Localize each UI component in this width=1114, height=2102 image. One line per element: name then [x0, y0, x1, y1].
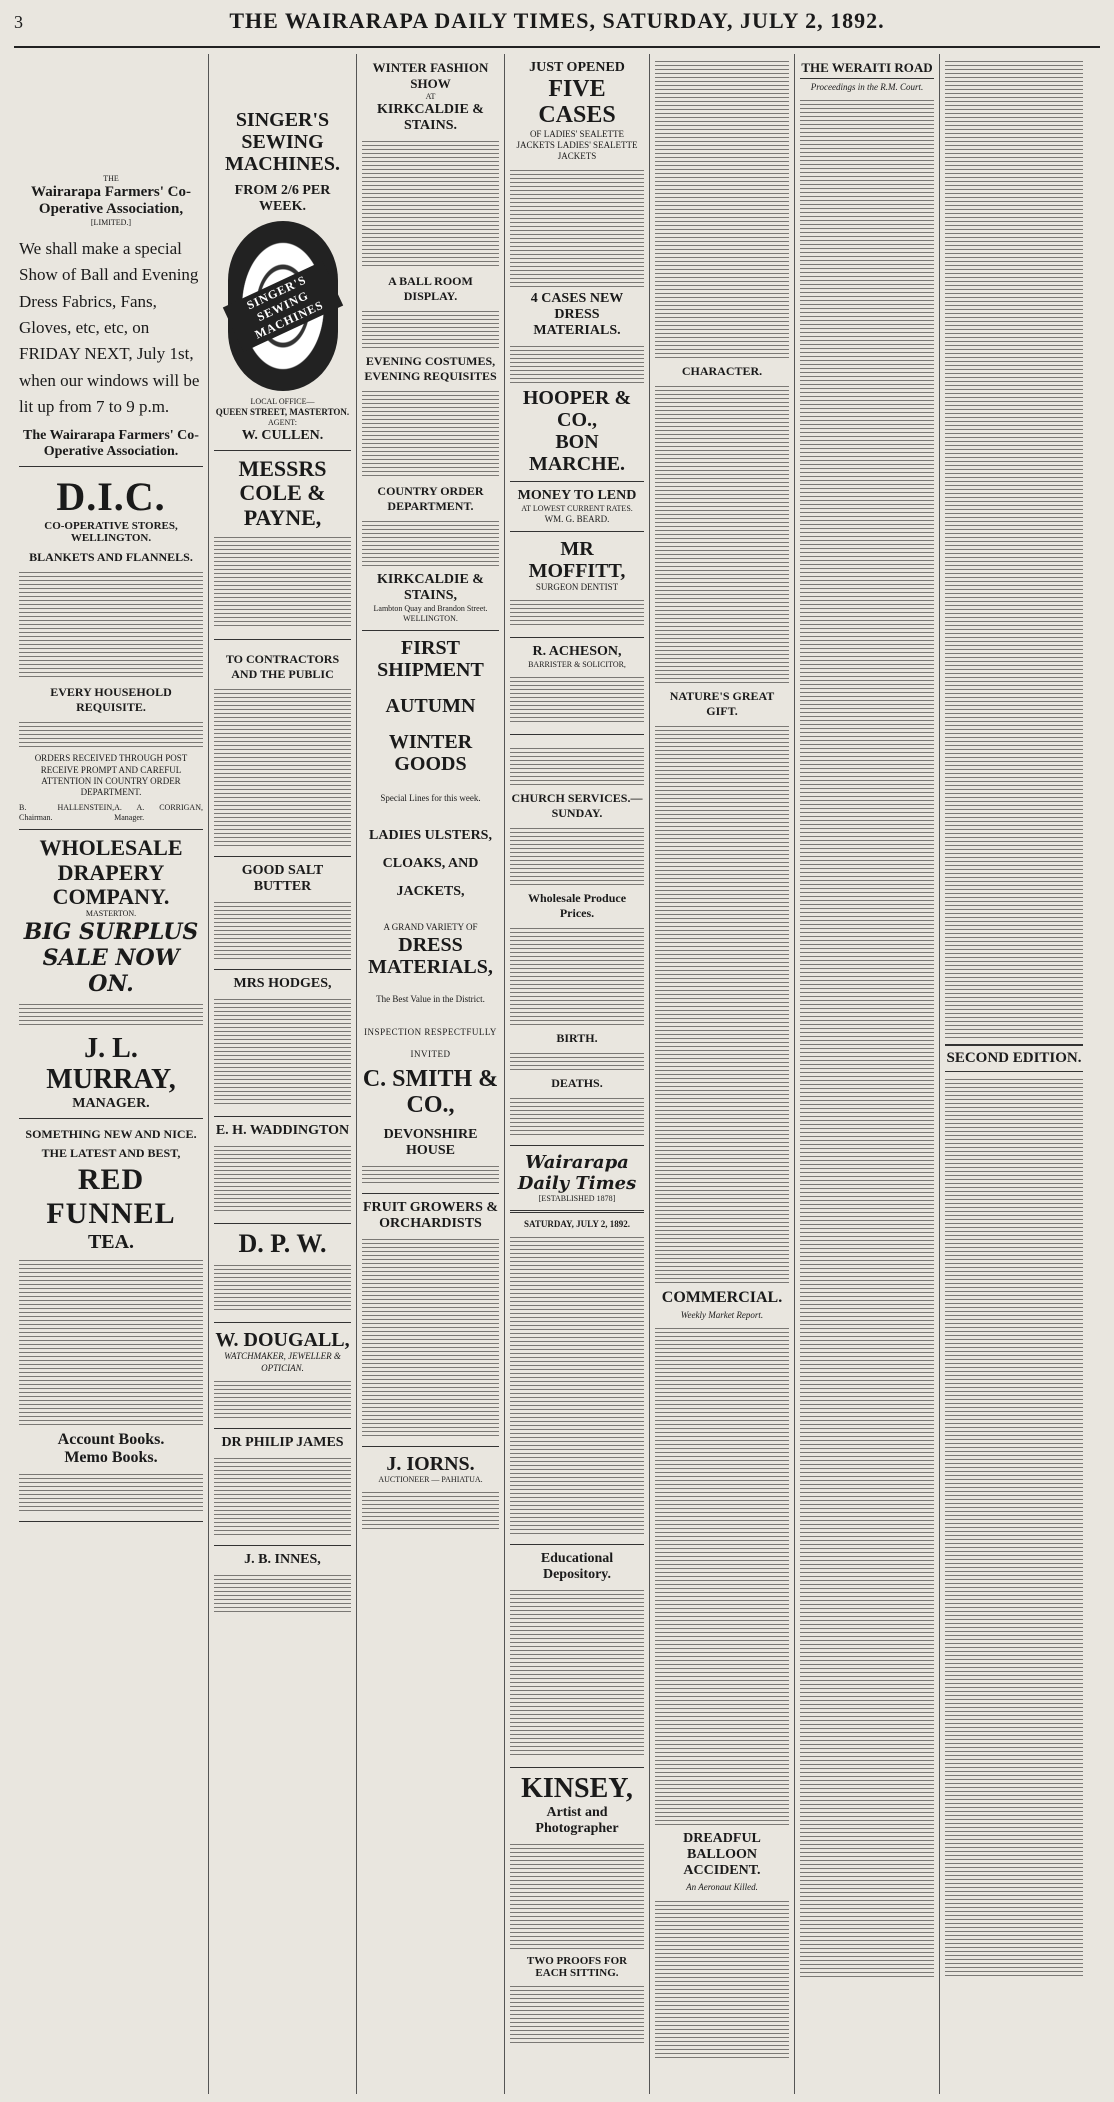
masthead — [14, 8, 1100, 48]
column-3 — [357, 54, 505, 2094]
column-1 — [14, 54, 209, 2094]
ad-heading: Wairarapa Farmers' Co-Operative Association, — [31, 184, 191, 217]
column-5: CHARACTER. NATURE'S GREAT GIFT. COMMERCIAL. Weekly Market Report. DREADFUL BALLOON ACCIDENT. An Aeronaut Killed. — [650, 54, 795, 2094]
article-heading: CHARACTER. — [681, 364, 763, 378]
iorns-ad: J. IORNS. AUCTIONEER — PAHIATUA. — [362, 1447, 499, 1539]
acheson-ad: R. ACHESON, BARRISTER & SOLICITOR, — [510, 638, 644, 735]
ad-footer: The Wairarapa Farmers' Co-Operative Association. — [23, 428, 199, 460]
household-heading: EVERY HOUSEHOLD REQUISITE. — [50, 685, 172, 715]
cole-title: MESSRS COLE & PAYNE, — [238, 456, 327, 530]
smith-ad: FIRST SHIPMENT AUTUMN WINTER GOODS Special Lines for this week. LADIES ULSTERS, CLOAKS, AND JACKETS, A GRAND VARIETY OF DRESS MATERIALS, The Best Value in the District. INSPECTION RESPECTFULLY INVITED C. SMITH & CO., DEVONSHIRE HOUSE — [362, 631, 499, 1194]
article-heading: COMMERCIAL. — [661, 1289, 783, 1306]
surplus-sale: BIG SURPLUS SALE NOW ON. — [23, 918, 199, 997]
notices: CHURCH SERVICES.—SUNDAY. Wholesale Produce Prices. BIRTH. DEATHS. — [510, 735, 644, 1146]
contractors-ad: TO CONTRACTORS AND THE PUBLIC — [214, 640, 351, 857]
article-heading: NATURE'S GREAT GIFT. — [669, 689, 775, 718]
column-7 — [940, 54, 1088, 2094]
money-ad: MONEY TO LEND AT LOWEST CURRENT RATES. WM. G. BEARD. — [510, 482, 644, 532]
article-heading: DREADFUL BALLOON ACCIDENT. — [683, 1831, 761, 1879]
newspaper-title: THE WAIRARAPA DAILY TIMES, SATURDAY, JULY 2, 1892. — [229, 8, 885, 33]
page-number: 3 — [14, 12, 23, 32]
agent-name: W. CULLEN. — [241, 428, 324, 444]
red-funnel-title: RED FUNNEL — [46, 1162, 176, 1230]
salt-butter-ad: GOOD SALT BUTTER — [214, 857, 351, 970]
red-funnel-ad: SOMETHING NEW AND NICE. THE LATEST AND BEST, RED FUNNEL TEA. Account Books. Memo Books. — [19, 1119, 203, 1522]
murray-name: J. L. MURRAY, — [46, 1032, 176, 1095]
fruit-growers-ad: FRUIT GROWERS & ORCHARDISTS — [362, 1194, 499, 1447]
dic-subtitle: CO-OPERATIVE STORES, WELLINGTON. — [44, 520, 178, 545]
kinsey-ad: KINSEY, Artist and Photographer TWO PROOFS FOR EACH SITTING. — [510, 1768, 644, 2053]
second-edition-heading: SECOND EDITION. — [945, 1044, 1083, 1072]
singer-title: SINGER'S SEWING MACHINES. — [224, 109, 340, 175]
column-6: THE WERAITI ROAD Proceedings in the R.M. Court. — [795, 54, 940, 2094]
moffitt-ad: MR MOFFITT, SURGEON DENTIST — [510, 532, 644, 638]
hodges-ad: MRS HODGES, — [214, 970, 351, 1117]
dougall-ad: W. DOUGALL, WATCHMAKER, JEWELLER & OPTICIAN. — [214, 1323, 351, 1429]
blankets-heading: BLANKETS AND FLANNELS. — [29, 550, 193, 565]
hooper-ad: JUST OPENED FIVE CASES OF LADIES' SEALETTE JACKETS LADIES' SEALETTE JACKETS 4 CASES NEW DRESS MATERIALS. HOOPER & CO., BON MARCHE. — [510, 54, 644, 482]
wholesale-title: WHOLESALE DRAPERY COMPANY. — [39, 835, 183, 909]
james-ad: DR PHILIP JAMES — [214, 1429, 351, 1546]
manager: A. A. CORRIGAN, Manager. — [114, 803, 203, 823]
chairman: B. HALLENSTEIN, Chairman. — [19, 803, 115, 823]
singer-badge-image: SINGER'S SEWING MACHINES — [228, 221, 338, 391]
farmers-association-ad: THE Wairarapa Farmers' Co-Operative Association, [LIMITED.] We shall make a special Show of Ball and Evening Dress Fabrics, Fans, Gloves, etc, etc, on FRIDAY NEXT, July 1st, when our windows will be lit up from 7 to 9 p.m. The Wairarapa Farmers' Co-Operative Association. — [19, 54, 203, 467]
cole-payne-ad — [214, 451, 351, 640]
winter-fashion-ad: WINTER FASHION SHOW AT KIRKCALDIE & STAINS. A BALL ROOM DISPLAY. EVENING COSTUMES, EVENING REQUISITES COUNTRY ORDER DEPARTMENT. KIRKCALDIE & STAINS, Lambton Quay and Brandon Street. WELLINGTON. — [362, 54, 499, 631]
column-4 — [505, 54, 650, 2094]
wholesale-drapery-ad: WHOLESALE DRAPERY COMPANY. MASTERTON. BIG SURPLUS SALE NOW ON. J. L. MURRAY, MANAGER. — [19, 830, 203, 1118]
article-heading: THE WERAITI ROAD — [800, 60, 934, 79]
editorial-header: Wairarapa Daily Times [ESTABLISHED 1878] SATURDAY, JULY 2, 1892. — [510, 1146, 644, 1545]
dic-title: D.I.C. — [56, 474, 166, 520]
waddington-ad: E. H. WADDINGTON — [214, 1117, 351, 1224]
column-2 — [209, 54, 357, 2094]
educational-ad: Educational Depository. — [510, 1545, 644, 1768]
orders-text: ORDERS RECEIVED THROUGH POST RECEIVE PROMPT AND CAREFUL ATTENTION IN COUNTRY ORDER DEPARTMENT. — [34, 753, 188, 798]
ball-show-text: We shall make a special Show of Ball and Evening Dress Fabrics, Fans, Gloves, etc, etc, on FRIDAY NEXT, July 1st, when our windows will be lit up from 7 to 9 p.m. — [19, 239, 200, 417]
dic-ad — [19, 467, 203, 830]
innes-ad: J. B. INNES, — [214, 1546, 351, 1622]
singer-ad: SINGER'S SEWING MACHINES. FROM 2/6 PER WEEK. SINGER'S SEWING MACHINES LOCAL OFFICE— QUEEN STREET, MASTERTON. AGENT: W. CULLEN. — [214, 54, 351, 451]
dpw-ad: D. P. W. — [214, 1224, 351, 1324]
